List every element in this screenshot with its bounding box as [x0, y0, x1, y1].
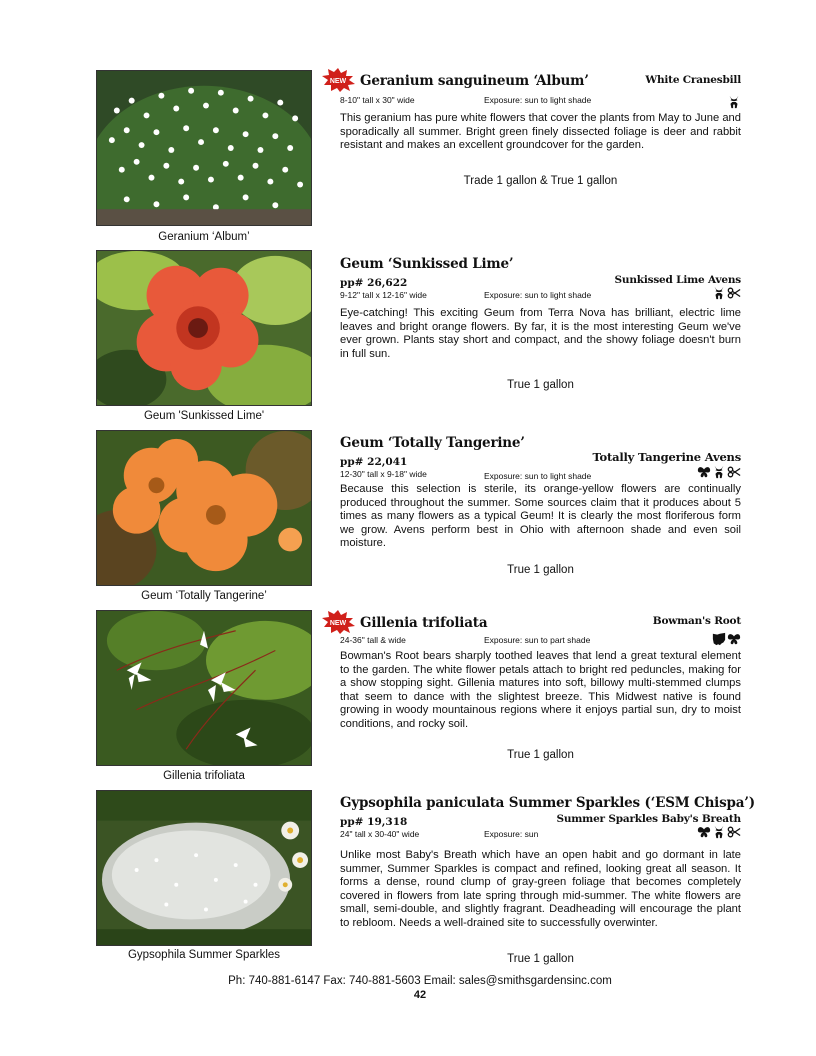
page-number: 42 [413, 989, 427, 1001]
photo-caption: Geranium ‘Album’ [158, 231, 250, 243]
plant-description: Bowman's Root bears sharply toothed leaves that lend a great textural element to the garden. The white flower petals attach to bright red peduncles, making for a show stopping sight. Gillenia matures into soft, billowy multi-stemmed clumps that seem to dance with the slightest breeze. This Midwest native is found growing in woody mountainous regions where it enjoys partial sun, dry to moist conditions, and rocky soil. [340, 650, 741, 730]
deer-resistant-icon [727, 95, 741, 109]
container-sizes: True 1 gallon [507, 564, 574, 576]
plant-size: 24" tall x 30-40" wide [340, 829, 420, 839]
plant-exposure: Exposure: sun to light shade [484, 290, 592, 300]
attribute-icons [727, 95, 741, 109]
common-name: Sunkissed Lime Avens [614, 274, 741, 286]
plant-specs [340, 634, 741, 646]
common-name: Summer Sparkles Baby's Breath [556, 813, 741, 825]
cut-flower-icon [727, 465, 741, 479]
plant-size: 12-30" tall x 9-18" wide [340, 469, 427, 479]
attribute-icons [697, 465, 741, 479]
photo-caption: Gypsophila Summer Sparkles [127, 949, 281, 961]
plant-description: Eye-catching! This exciting Geum from Terra Nova has brilliant, electric lime leaves and bright orange flowers. By far, it is the most interesting Geum we've ever grown. Plants stay short and compact, and the showy foliage doesn't burn in full sun. [340, 307, 741, 360]
geum-totally-tangerine-photo [96, 430, 312, 586]
common-name: White Cranesbill [645, 74, 741, 86]
plant-description: This geranium has pure white flowers that cover the plants from May to June and sporadically all summer. Bright green finely dissected foliage is deer and rabbit resistant and makes an excellent groundcover for the garden. [340, 112, 741, 152]
attribute-icons [697, 825, 741, 839]
container-sizes: True 1 gallon [507, 953, 574, 965]
photo-caption: Gillenia trifoliata [163, 770, 245, 782]
plant-specs [340, 828, 741, 840]
svg-text:NEW: NEW [329, 620, 347, 627]
geum-sunkissed-lime-photo [96, 250, 312, 406]
plant-specs [340, 289, 741, 301]
plant-specs [340, 94, 741, 106]
entry-content [329, 72, 741, 187]
plant-exposure: Exposure: sun to light shade [484, 471, 592, 481]
entry-content [340, 434, 741, 576]
ohio-native-icon [712, 632, 726, 646]
patent-number: pp# 19,318 [340, 816, 408, 828]
gillenia-trifoliata-photo [96, 610, 312, 766]
container-sizes: Trade 1 gallon & True 1 gallon [463, 175, 618, 187]
plant-title: Geum ‘Sunkissed Lime’ [340, 256, 514, 272]
entry-content [329, 614, 741, 761]
cut-flower-icon [727, 825, 741, 839]
contact-footer: Ph: 740-881-6147 Fax: 740-881-5603 Email: sales@smithsgardensinc.com [228, 975, 612, 987]
plant-title: Gypsophila paniculata Summer Sparkles (‘ESM Chispa’) [340, 795, 755, 811]
cut-flower-icon [727, 286, 741, 300]
container-sizes: True 1 gallon [507, 379, 574, 391]
common-name: Totally Tangerine Avens [592, 450, 741, 464]
new-badge-icon [320, 610, 356, 634]
plant-size: 9-12" tall x 12-16" wide [340, 290, 427, 300]
deer-resistant-icon [712, 286, 726, 300]
plant-title: Geum ‘Totally Tangerine’ [340, 435, 525, 451]
deer-resistant-icon [712, 465, 726, 479]
entry-content [340, 794, 755, 965]
plant-size: 8-10" tall x 30" wide [340, 95, 415, 105]
plant-title: Geranium sanguineum ‘Album’ [360, 73, 589, 89]
butterfly-icon [697, 825, 711, 839]
plant-exposure: Exposure: sun to part shade [484, 635, 591, 645]
plant-title: Gillenia trifoliata [360, 615, 488, 631]
patent-number: pp# 26,622 [340, 277, 408, 289]
attribute-icons [712, 286, 741, 300]
butterfly-icon [727, 632, 741, 646]
deer-resistant-icon [712, 825, 726, 839]
plant-description: Because this selection is sterile, its orange-yellow flowers are continually produced throughout the summer. Some sources claim that it produces about 5 times as many flowers as a typical Geum! It is clearly the most floriferous form we grow. Avens perform best in Ohio with afternoon shade and even soil moisture. [340, 483, 741, 550]
plant-description: Unlike most Baby's Breath which have an open habit and go dormant in late summer, Summer Sparkles is compact and refined, looking great all season. It forms a dense, round clump of gray-green foliage that becomes completely covered in flowers from late spring through mid-summer. The white flowers are small, semi-double, and slightly fragrant. Deadheading will encourage the plant to rebloom. Needs a well-drained site to successfully overwinter. [340, 849, 741, 929]
plant-exposure: Exposure: sun to light shade [484, 95, 592, 105]
butterfly-icon [697, 465, 711, 479]
common-name: Bowman's Root [652, 615, 741, 627]
attribute-icons [712, 632, 741, 646]
new-badge-icon [320, 68, 356, 92]
geranium-album-photo [96, 70, 312, 226]
patent-number: pp# 22,041 [340, 456, 408, 468]
plant-specs [340, 468, 741, 480]
container-sizes: True 1 gallon [507, 749, 574, 761]
photo-caption: Geum 'Sunkissed Lime' [143, 410, 265, 422]
svg-text:NEW: NEW [329, 78, 347, 85]
plant-exposure: Exposure: sun [484, 829, 539, 839]
gypsophila-summer-sparkles-photo [96, 790, 312, 946]
plant-size: 24-36" tall & wide [340, 635, 406, 645]
entry-content [340, 255, 741, 391]
photo-caption: Geum ‘Totally Tangerine’ [141, 590, 267, 602]
